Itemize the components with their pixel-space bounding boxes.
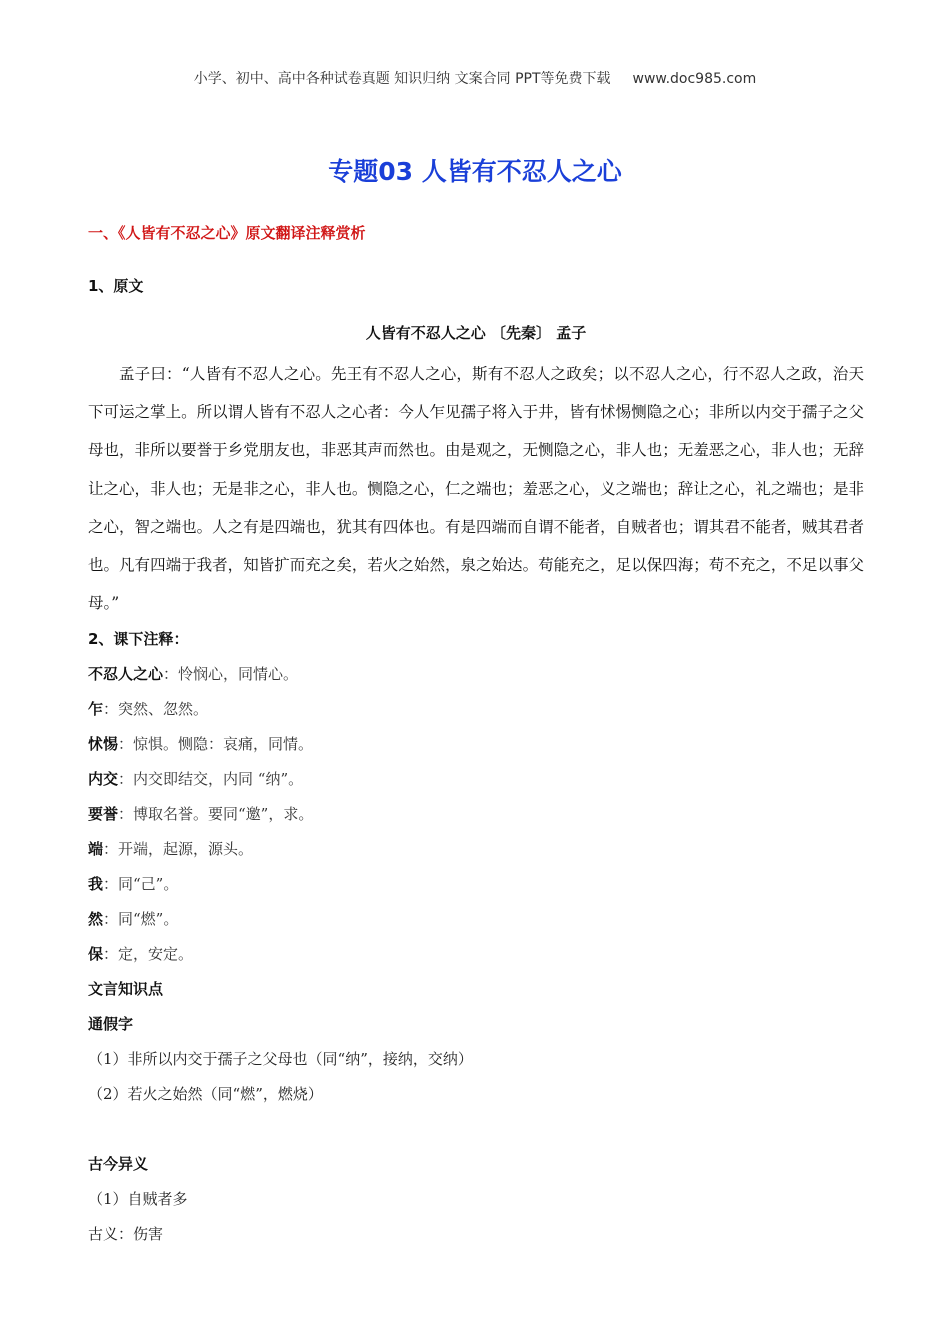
subheading-notes: 2、课下注释： [88,630,189,649]
note-definition: ：开端，起源，源头。 [103,840,254,859]
gujin-item: 古义：伤害 [88,1225,164,1244]
note-item [88,692,864,727]
note-definition: ：内交即结交，内同 “纳”。 [118,770,304,789]
note-term: 内交 [88,770,119,789]
note-term: 我 [88,875,104,894]
note-definition: ：定，安定。 [103,945,194,964]
poem-title: 人皆有不忍人之心 〔先秦〕 孟子 [365,324,587,342]
note-item [88,797,864,832]
note-definition: ：惊惧。恻隐：哀痛，同情。 [118,735,314,754]
document-body [88,222,864,1252]
gujin-heading: 古今异义 [88,1155,149,1174]
note-term: 要誉 [88,805,119,824]
note-definition: ：同“燃”。 [103,910,179,929]
note-term: 乍 [88,700,104,719]
note-item [88,937,864,972]
original-text: 孟子曰：“人皆有不忍人之心。先王有不忍人之心，斯有不忍人之政矣；以不忍人之心，行不忍人之政，治天下可运之掌上。所以谓人皆有不忍人之心者：今人乍见孺子将入于井，皆有怵惕恻隐之心；非所以内交于孺子之父母也，非所以要誉于乡党朋友也，非恶其声而然也。由是观之，无恻隐之心，非人也；无羞恶之心，非人也；无辞让之心，非人也；无是非之心，非人也。恻隐之心，仁之端也；羞恶之心，义之端也；辞让之心，礼之端也；是非之心，智之端也。人之有是四端也，犹其有四体也。有是四端而自谓不能者，自贼者也；谓其君不能者，贼其君者也。凡有四端于我者，知皆扩而充之矣，若火之始然，泉之始达。苟能充之，足以保四海；苟不充之，不足以事父母。” [88,365,864,613]
note-term: 不忍人之心 [88,665,164,684]
note-definition: ：博取名誉。要同“邀”，求。 [118,805,314,824]
header-text: 小学、初中、高中各种试卷真题 知识归纳 文案合同 PPT等免费下载 [193,71,611,87]
page-title: 专题03 人皆有不忍人之心 [328,157,622,186]
note-item [88,727,864,762]
note-item [88,832,864,867]
note-item [88,902,864,937]
note-definition: ：突然、忽然。 [103,700,209,719]
note-definition: ：同“己”。 [103,875,179,894]
note-item [88,867,864,902]
spacer [88,1112,864,1147]
note-term: 保 [88,945,104,964]
note-item [88,657,864,692]
tongjiazi-heading: 通假字 [88,1015,134,1034]
tongjiazi-item: （1）非所以内交于孺子之父母也（同“纳”，接纳，交纳） [88,1050,473,1069]
subheading-original: 1、原文 [88,277,144,295]
gujin-item: （1）自贼者多 [88,1190,188,1209]
note-definition: ：怜悯心，同情心。 [163,665,299,684]
page-header [0,68,950,88]
section-heading-1: 一、《人皆有不忍之心》原文翻译注释赏析 [88,224,366,242]
note-term: 怵惕 [88,735,119,754]
tongjiazi-item: （2）若火之始然（同“燃”，燃烧） [88,1085,323,1104]
note-item [88,762,864,797]
note-term: 然 [88,910,104,929]
note-term: 端 [88,840,104,859]
header-site-link[interactable]: www.doc985.com [632,71,757,87]
wenyan-heading: 文言知识点 [88,980,164,999]
